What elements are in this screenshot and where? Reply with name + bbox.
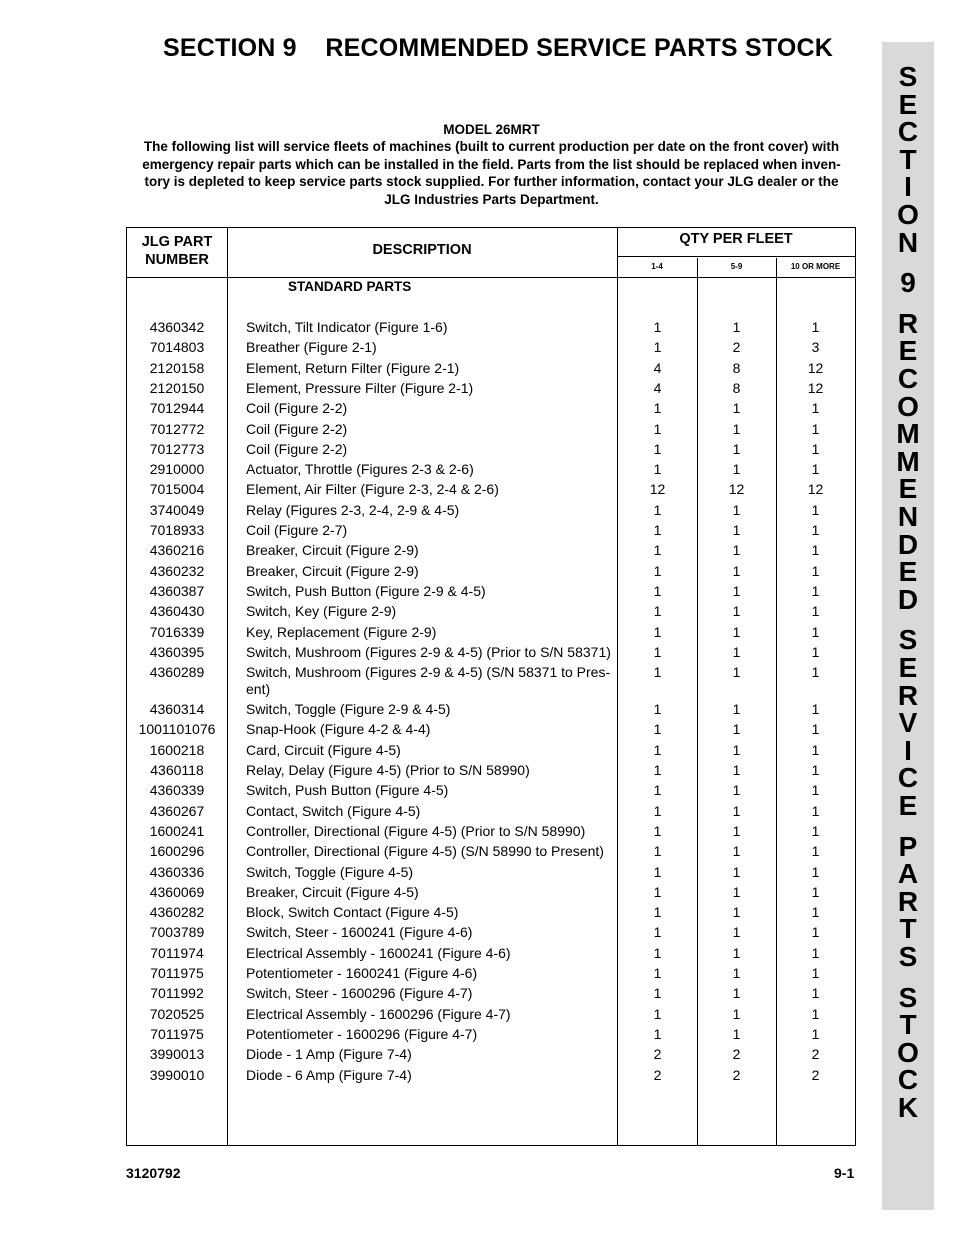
- sidebar-letter: K: [897, 1092, 919, 1123]
- qty-5-9-cell: 1: [732, 562, 741, 579]
- part-number-cell: 4360069: [149, 883, 205, 900]
- qty-10-or-more-cell: 1: [811, 721, 820, 738]
- description-cell: Electrical Assembly - 1600296 (Figure 4-7): [246, 1005, 511, 1022]
- sidebar-letter: C: [897, 1064, 919, 1096]
- qty-1-4-cell: 1: [653, 721, 662, 738]
- qty-5-9-cell: 1: [732, 701, 741, 718]
- part-number-cell: 4360336: [149, 863, 205, 880]
- qty-5-9-cell: 1: [732, 1005, 741, 1022]
- part-number-cell: 3740049: [149, 501, 205, 518]
- header-qty-per-fleet: QTY PER FLEET: [679, 231, 793, 247]
- sidebar-letter: I: [904, 171, 912, 203]
- qty-1-4-cell: 1: [653, 822, 662, 839]
- qty-5-9-cell: 1: [732, 440, 741, 457]
- qty-10-or-more-cell: 1: [811, 542, 820, 559]
- part-number-cell: 4360395: [149, 643, 205, 660]
- part-number-cell: 4360282: [149, 904, 205, 921]
- qty-5-9-cell: 1: [732, 1025, 741, 1042]
- description-cell: Block, Switch Contact (Figure 4-5): [246, 904, 459, 921]
- description-cell: Card, Circuit (Figure 4-5): [246, 741, 401, 758]
- description-cell: Switch, Mushroom (Figures 2-9 & 4-5) (Prior to S/N 58371): [246, 643, 611, 660]
- qty-1-4-cell: 1: [653, 339, 662, 356]
- qty-5-9-cell: 1: [732, 420, 741, 437]
- description-cell: Switch, Toggle (Figure 2-9 & 4-5): [246, 701, 451, 718]
- qty-1-4-cell: 4: [653, 379, 662, 396]
- description-cell: Switch, Steer - 1600296 (Figure 4-7): [246, 985, 473, 1002]
- sidebar-letter: M: [896, 418, 920, 450]
- description-cell: Element, Air Filter (Figure 2-3, 2-4 & 2-6): [246, 481, 499, 498]
- description-cell: Coil (Figure 2-2): [246, 420, 348, 437]
- part-number-cell: 3990013: [149, 1046, 205, 1063]
- part-number-cell: 7003789: [149, 924, 205, 941]
- qty-1-4-cell: 1: [653, 1025, 662, 1042]
- description-cell: Switch, Tilt Indicator (Figure 1-6): [246, 319, 448, 335]
- qty-10-or-more-cell: 1: [811, 522, 820, 538]
- qty-1-4-cell: 1: [653, 643, 662, 660]
- qty-1-4-cell: 1: [653, 863, 662, 880]
- part-number-cell: 2120158: [149, 359, 205, 376]
- description-cell: Switch, Toggle (Figure 4-5): [246, 863, 414, 880]
- sidebar-letter: R: [897, 307, 919, 339]
- qty-10-or-more-cell: 2: [811, 1066, 820, 1083]
- qty-1-4-cell: 1: [653, 802, 662, 819]
- qty-5-9-cell: 1: [732, 883, 741, 900]
- section-sidebar: [882, 42, 934, 1210]
- part-number-cell: 4360387: [149, 582, 205, 599]
- qty-10-or-more-cell: 1: [811, 603, 820, 620]
- qty-5-9-cell: 12: [728, 481, 745, 498]
- part-number-cell: 4360430: [149, 603, 205, 620]
- description-cell: Switch, Key (Figure 2-9): [246, 603, 397, 620]
- description-cell: Actuator, Throttle (Figures 2-3 & 2-6): [246, 461, 474, 478]
- qty-1-4-cell: 1: [653, 985, 662, 1002]
- part-number-cell: 4360314: [149, 701, 205, 718]
- qty-1-4-cell: 12: [649, 481, 666, 498]
- sidebar-letter: D: [897, 528, 919, 560]
- part-number-cell: 7012772: [149, 420, 205, 437]
- qty-10-or-more-cell: 1: [811, 782, 820, 799]
- sidebar-letter: O: [897, 390, 919, 422]
- qty-1-4-cell: 1: [653, 542, 662, 559]
- part-number-cell: 7011975: [150, 1025, 204, 1042]
- qty-5-9-cell: 1: [732, 400, 741, 417]
- qty-5-9-cell: 1: [732, 985, 741, 1002]
- description-cell: Diode - 1 Amp (Figure 7-4): [246, 1046, 412, 1063]
- qty-10-or-more-cell: 1: [811, 1025, 820, 1042]
- qty-5-9-cell: 1: [732, 501, 741, 518]
- sidebar-letter: M: [896, 445, 920, 477]
- part-number-cell: 7016339: [149, 623, 205, 640]
- qty-5-9-cell: 8: [732, 359, 741, 376]
- intro-line: The following list will service fleets of machines (built to current production per date on the front cover) with: [143, 139, 840, 154]
- part-number-cell: 3990010: [149, 1066, 205, 1083]
- qty-10-or-more-cell: 12: [807, 379, 824, 396]
- sidebar-letter: S: [898, 981, 918, 1013]
- qty-10-or-more-cell: 1: [811, 741, 820, 758]
- qty-5-9-cell: 1: [732, 741, 741, 758]
- part-number-cell: 1600241: [149, 822, 205, 839]
- qty-1-4-cell: 1: [653, 782, 662, 799]
- qty-1-4-cell: 2: [653, 1066, 662, 1083]
- qty-1-4-cell: 1: [653, 965, 662, 981]
- sidebar-letter: S: [898, 624, 918, 656]
- description-cell: Coil (Figure 2-2): [246, 400, 348, 417]
- qty-10-or-more-cell: 1: [811, 701, 820, 718]
- qty-10-or-more-cell: 1: [811, 562, 820, 579]
- qty-10-or-more-cell: 1: [811, 440, 820, 457]
- description-cell-continuation: ent): [246, 681, 271, 698]
- description-cell: Switch, Push Button (Figure 2-9 & 4-5): [246, 582, 486, 599]
- sidebar-letter: O: [897, 1036, 919, 1068]
- header-qty-5-9: 5-9: [730, 262, 743, 271]
- description-cell: Controller, Directional (Figure 4-5) (S/N 58990 to Present): [246, 843, 604, 860]
- qty-10-or-more-cell: 1: [811, 944, 820, 961]
- part-number-cell: 4360118: [150, 762, 204, 778]
- qty-5-9-cell: 1: [732, 904, 741, 921]
- part-number-cell: 1600218: [149, 741, 205, 758]
- description-cell: Diode - 6 Amp (Figure 7-4): [246, 1066, 412, 1083]
- page-title: SECTION 9 RECOMMENDED SERVICE PARTS STOCK: [163, 34, 834, 62]
- description-cell: Coil (Figure 2-2): [246, 440, 348, 457]
- part-number-cell: 7011975: [150, 965, 204, 981]
- qty-1-4-cell: 1: [653, 582, 662, 599]
- part-number-cell: 2910000: [149, 461, 205, 478]
- qty-10-or-more-cell: 1: [811, 924, 820, 941]
- qty-5-9-cell: 1: [732, 319, 741, 335]
- part-number-cell: 1600296: [149, 843, 205, 860]
- description-cell: Potentiometer - 1600296 (Figure 4-7): [246, 1025, 478, 1042]
- page-number: 9-1: [834, 1165, 855, 1181]
- description-cell: Breather (Figure 2-1): [246, 339, 377, 356]
- qty-1-4-cell: 1: [653, 664, 662, 681]
- header-description: DESCRIPTION: [372, 242, 472, 258]
- part-number-cell: 7011992: [150, 985, 204, 1002]
- qty-10-or-more-cell: 12: [807, 481, 824, 498]
- description-cell: Relay (Figures 2-3, 2-4, 2-9 & 4-5): [246, 501, 460, 518]
- description-cell: Breaker, Circuit (Figure 2-9): [246, 542, 419, 559]
- qty-10-or-more-cell: 12: [807, 359, 824, 376]
- part-number-cell: 4360267: [149, 802, 205, 819]
- sidebar-letter: T: [899, 913, 917, 945]
- sidebar-letter: T: [899, 1009, 917, 1041]
- sidebar-letter: O: [897, 199, 919, 230]
- description-cell: Switch, Push Button (Figure 4-5): [246, 782, 449, 799]
- qty-5-9-cell: 2: [732, 1046, 741, 1063]
- sidebar-letter: E: [898, 88, 918, 120]
- description-cell: Breaker, Circuit (Figure 4-5): [246, 883, 419, 900]
- qty-1-4-cell: 1: [653, 603, 662, 620]
- qty-5-9-cell: 1: [732, 782, 741, 799]
- sidebar-letter: R: [897, 679, 919, 711]
- parts-table: [126, 227, 856, 1146]
- qty-10-or-more-cell: 1: [811, 904, 820, 921]
- section-label: STANDARD PARTS: [288, 279, 412, 294]
- sidebar-letter: E: [898, 335, 918, 367]
- qty-1-4-cell: 1: [653, 562, 662, 579]
- sidebar-letter: E: [898, 473, 918, 505]
- part-number-cell: 7018933: [149, 522, 205, 538]
- part-number-cell: 4360232: [149, 562, 205, 579]
- description-cell: Key, Replacement (Figure 2-9): [246, 623, 437, 640]
- description-cell: Switch, Steer - 1600241 (Figure 4-6): [246, 924, 473, 941]
- qty-5-9-cell: 1: [732, 721, 741, 738]
- qty-10-or-more-cell: 1: [811, 420, 820, 437]
- qty-10-or-more-cell: 1: [811, 319, 820, 335]
- header-qty-1-4: 1-4: [651, 262, 663, 271]
- header-part-number-text: JLG PART NUMBER: [141, 234, 213, 268]
- qty-10-or-more-cell: 1: [811, 501, 820, 518]
- qty-5-9-cell: 2: [732, 339, 741, 356]
- part-number-cell: 4360216: [149, 542, 205, 559]
- part-number-cell: 7014803: [149, 339, 205, 356]
- column-divider: [227, 228, 228, 1145]
- part-number-cell: 7020525: [149, 1005, 205, 1022]
- qty-10-or-more-cell: 1: [811, 461, 820, 478]
- description-cell: Breaker, Circuit (Figure 2-9): [246, 562, 419, 579]
- qty-1-4-cell: 1: [653, 319, 662, 335]
- qty-5-9-cell: 1: [732, 542, 741, 559]
- sidebar-letter: C: [897, 363, 919, 394]
- header-qty-10-or-more: 10 OR MORE: [790, 262, 841, 271]
- qty-10-or-more-cell: 1: [811, 883, 820, 900]
- qty-1-4-cell: 1: [653, 461, 662, 478]
- part-number-cell: 4360339: [149, 782, 205, 799]
- qty-1-4-cell: 1: [653, 741, 662, 758]
- qty-10-or-more-cell: 3: [811, 339, 820, 356]
- sidebar-letter: P: [898, 830, 918, 862]
- qty-5-9-cell: 1: [732, 522, 741, 538]
- sidebar-letter: C: [897, 762, 919, 794]
- description-cell: Controller, Directional (Figure 4-5) (Prior to S/N 58990): [246, 822, 586, 839]
- qty-5-9-cell: 1: [732, 643, 741, 660]
- qty-5-9-cell: 1: [732, 863, 741, 880]
- qty-1-4-cell: 1: [653, 701, 662, 718]
- qty-10-or-more-cell: 2: [811, 1046, 820, 1063]
- qty-1-4-cell: 1: [653, 623, 662, 640]
- sidebar-letter: E: [898, 790, 918, 821]
- description-cell: Element, Pressure Filter (Figure 2-1): [246, 379, 474, 396]
- qty-5-9-cell: 1: [732, 802, 741, 819]
- sidebar-letter: I: [904, 734, 912, 766]
- intro-paragraph: [127, 138, 856, 208]
- qty-1-4-cell: 1: [653, 843, 662, 860]
- part-number-cell: 1001101076: [138, 721, 216, 738]
- part-number-cell: 4360289: [149, 664, 205, 681]
- sidebar-letter: C: [897, 116, 919, 148]
- qty-10-or-more-cell: 1: [811, 1005, 820, 1022]
- qty-10-or-more-cell: 1: [811, 863, 820, 880]
- qty-5-9-cell: 1: [732, 843, 741, 860]
- qty-10-or-more-cell: 1: [811, 965, 820, 981]
- description-cell: Coil (Figure 2-7): [246, 522, 348, 538]
- qty-1-4-cell: 1: [653, 944, 662, 961]
- qty-10-or-more-cell: 1: [811, 623, 820, 640]
- qty-10-or-more-cell: 1: [811, 664, 820, 681]
- qty-10-or-more-cell: 1: [811, 822, 820, 839]
- qty-10-or-more-cell: 1: [811, 643, 820, 660]
- intro-line: emergency repair parts which can be installed in the field. Parts from the list should be replaced when inven-: [142, 156, 841, 172]
- header-part-number: [127, 233, 227, 269]
- description-cell: Contact, Switch (Figure 4-5): [246, 802, 421, 819]
- qty-1-4-cell: 1: [653, 924, 662, 941]
- part-number-cell: 2120150: [149, 379, 205, 396]
- qty-1-4-cell: 4: [653, 359, 662, 376]
- description-cell: Potentiometer - 1600241 (Figure 4-6): [246, 965, 478, 981]
- intro-line: JLG Industries Parts Department.: [384, 191, 599, 207]
- sidebar-letter: R: [897, 885, 919, 917]
- description-cell: Switch, Mushroom (Figures 2-9 & 4-5) (S/N 58371 to Pres-: [246, 664, 611, 681]
- sidebar-letter: S: [898, 61, 918, 92]
- qty-10-or-more-cell: 1: [811, 843, 820, 860]
- qty-5-9-cell: 1: [732, 603, 741, 620]
- header-divider: [617, 256, 855, 257]
- intro-line: tory is depleted to keep service parts stock supplied. For further information, contact your JLG dealer or the: [144, 174, 839, 189]
- qty-5-9-cell: 1: [732, 924, 741, 941]
- sidebar-letter: E: [898, 556, 918, 588]
- sidebar-letter: A: [897, 858, 919, 890]
- sidebar-letter: T: [899, 143, 917, 175]
- qty-5-9-cell: 1: [732, 664, 741, 681]
- qty-1-4-cell: 1: [653, 400, 662, 417]
- sidebar-letter: D: [897, 583, 919, 615]
- qty-5-9-cell: 1: [732, 762, 741, 778]
- sidebar-letter: S: [898, 941, 918, 972]
- sidebar-letter: V: [898, 707, 918, 739]
- qty-5-9-cell: 1: [732, 623, 741, 640]
- qty-5-9-cell: 1: [732, 822, 741, 839]
- header-bottom-rule: [127, 277, 855, 278]
- part-number-cell: 7011974: [150, 944, 204, 961]
- sidebar-letter: N: [897, 226, 919, 258]
- qty-5-9-cell: 1: [732, 461, 741, 478]
- model-heading: MODEL 26MRT: [443, 122, 540, 137]
- part-number-cell: 7015004: [149, 481, 205, 498]
- qty-1-4-cell: 1: [653, 501, 662, 518]
- part-number-cell: 7012944: [149, 400, 205, 417]
- description-cell: Snap-Hook (Figure 4-2 & 4-4): [246, 721, 431, 738]
- description-cell: Relay, Delay (Figure 4-5) (Prior to S/N 58990): [246, 762, 530, 778]
- qty-5-9-cell: 1: [732, 582, 741, 599]
- sidebar-letter: 9: [900, 267, 916, 299]
- qty-10-or-more-cell: 1: [811, 762, 820, 778]
- qty-5-9-cell: 2: [732, 1066, 741, 1083]
- description-cell: Element, Return Filter (Figure 2-1): [246, 359, 460, 376]
- qty-5-9-cell: 1: [732, 965, 741, 981]
- qty-1-4-cell: 1: [653, 1005, 662, 1022]
- part-number-cell: 7012773: [149, 440, 205, 457]
- qty-10-or-more-cell: 1: [811, 400, 820, 417]
- part-number-cell: 4360342: [149, 319, 205, 335]
- document-number: 3120792: [126, 1165, 181, 1181]
- qty-10-or-more-cell: 1: [811, 802, 820, 819]
- description-cell: Electrical Assembly - 1600241 (Figure 4-6): [246, 944, 511, 961]
- sidebar-letter: E: [898, 652, 918, 683]
- qty-10-or-more-cell: 1: [811, 985, 820, 1002]
- qty-1-4-cell: 1: [653, 522, 662, 538]
- qty-1-4-cell: 1: [653, 883, 662, 900]
- qty-5-9-cell: 8: [732, 379, 741, 396]
- qty-1-4-cell: 1: [653, 440, 662, 457]
- qty-5-9-cell: 1: [732, 944, 741, 961]
- qty-1-4-cell: 1: [653, 762, 662, 778]
- sidebar-letter: N: [897, 501, 919, 532]
- qty-1-4-cell: 2: [653, 1046, 662, 1063]
- qty-1-4-cell: 1: [653, 420, 662, 437]
- qty-1-4-cell: 1: [653, 904, 662, 921]
- qty-10-or-more-cell: 1: [811, 582, 820, 599]
